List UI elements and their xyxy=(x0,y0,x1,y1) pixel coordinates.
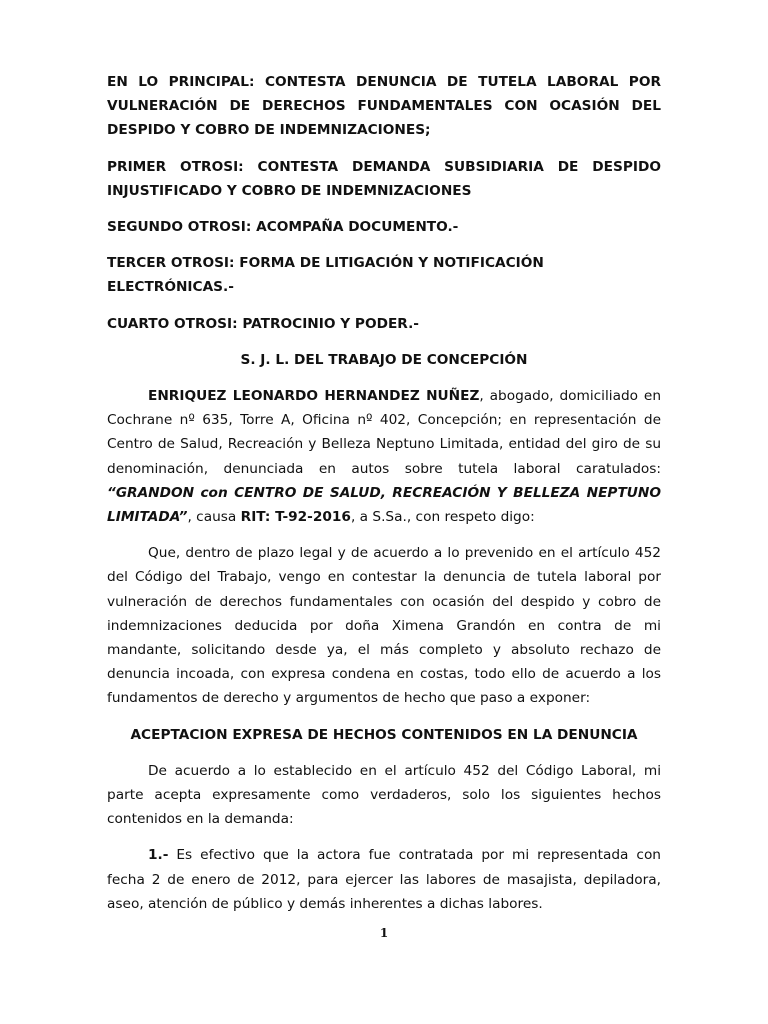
page-number: 1 xyxy=(379,926,389,940)
intro-text-3: , a S.Sa., con respeto digo: xyxy=(350,509,535,526)
intro-paragraph xyxy=(107,384,661,529)
heading-primer-otrosi: PRIMER OTROSI: CONTESTA DEMANDA SUBSIDIARIA DE DESPIDO INJUSTIFICADO Y COBRO DE INDEMNIZACIONES xyxy=(107,158,661,199)
case-rit: RIT: T-92-2016 xyxy=(240,509,351,526)
heading-tercer-otrosi: TERCER OTROSI: FORMA DE LITIGACIÓN Y NOTIFICACIÓN ELECTRÓNICAS.- xyxy=(107,255,544,296)
acceptance-paragraph: De acuerdo a lo establecido en el artículo 452 del Código Laboral, mi parte acepta expresamente como verdaderos, solo los siguientes hechos contenidos en la demanda: xyxy=(107,762,661,828)
answer-paragraph: Que, dentro de plazo legal y de acuerdo a lo prevenido en el artículo 452 del Código del Trabajo, vengo en contestar la denuncia de tutela laboral por vulneración de derechos fundamentales con ocasión del despido y cobro de indemnizaciones deducida por doña Ximena Grandón en contra de mi mandante, solicitando desde ya, el más completo y absoluto rechazo de denuncia incoada, con expresa condena en costas, todo ello de acuerdo a los fundamentos de derecho y argumentos de hecho que paso a exponer: xyxy=(107,545,661,707)
court-heading: S. J. L. DEL TRABAJO DE CONCEPCIÓN xyxy=(240,351,528,368)
heading-principal: EN LO PRINCIPAL: CONTESTA DENUNCIA DE TUTELA LABORAL POR VULNERACIÓN DE DERECHOS FUNDAMENTALES CON OCASIÓN DEL DESPIDO Y COBRO DE INDEMNIZACIONES; xyxy=(107,74,661,139)
section-title: ACEPTACION EXPRESA DE HECHOS CONTENIDOS EN LA DENUNCIA xyxy=(130,726,638,743)
heading-cuarto-otrosi: CUARTO OTROSI: PATROCINIO Y PODER.- xyxy=(107,315,419,332)
intro-text-2: , causa xyxy=(187,509,241,526)
document-body xyxy=(107,70,661,916)
heading-segundo-otrosi: SEGUNDO OTROSI: ACOMPAÑA DOCUMENTO.- xyxy=(107,219,459,236)
attorney-name: ENRIQUEZ LEONARDO HERNANDEZ NUÑEZ xyxy=(148,388,480,405)
intro-text-1: , abogado, domiciliado en Cochrane nº 635, Torre A, Oficina nº 402, Concepción; en representación de Centro de Salud, Recreación y Belleza Neptuno Limitada, entidad del giro de su denominación, denunciada en autos sobre tutela laboral caratulados: xyxy=(107,388,661,477)
case-title: “GRANDON con CENTRO DE SALUD, RECREACIÓN Y BELLEZA NEPTUNO LIMITADA” xyxy=(107,484,661,526)
fact-item-1 xyxy=(107,843,661,916)
fact-item-text: Es efectivo que la actora fue contratada por mi representada con fecha 2 de enero de 2012, para ejercer las labores de masajista, depiladora, aseo, atención de público y demás inherentes a dichas labores. xyxy=(107,847,661,912)
fact-item-number: 1.- xyxy=(148,847,169,864)
